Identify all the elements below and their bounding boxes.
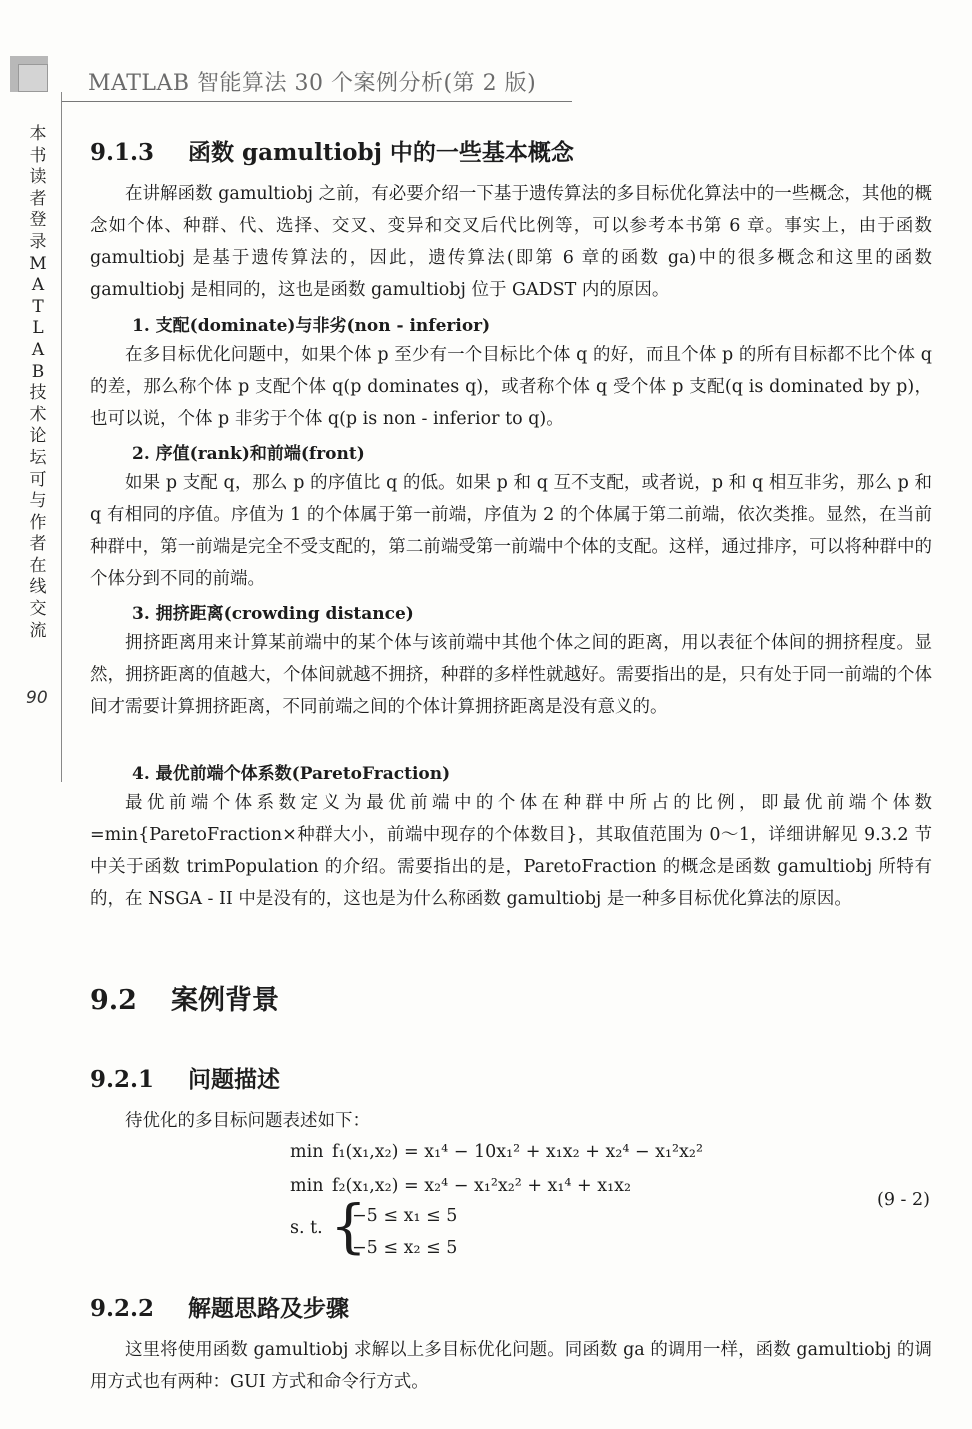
objective-f1: f₁(x₁,x₂) = x₁⁴ − 10x₁² + x₁x₂ + x₂⁴ − x₁²x₂² bbox=[332, 1142, 703, 1162]
equation-number: (9 - 2) bbox=[877, 1190, 930, 1210]
section-title: 函数 gamultiobj 中的一些基本概念 bbox=[188, 139, 574, 166]
section-heading-9-2-1 bbox=[90, 1061, 280, 1094]
constraint-x2: −5 ≤ x₂ ≤ 5 bbox=[352, 1238, 458, 1258]
subheading-crowding: 3. 拥挤距离(crowding distance) bbox=[132, 604, 414, 624]
header-rule bbox=[62, 101, 572, 102]
paragraph-solution-steps: 这里将使用函数 gamultiobj 求解以上多目标优化问题。同函数 ga 的调用一样，函数 gamultiobj 的调用方式也有两种：GUI 方式和命令行方式。 bbox=[90, 1340, 932, 1392]
subheading-dominate: 1. 支配(dominate)与非劣(non - inferior) bbox=[132, 316, 491, 336]
page-number: 90 bbox=[26, 688, 48, 708]
equation-row-f1 bbox=[290, 1142, 703, 1162]
equation-9-2 bbox=[290, 1142, 930, 1272]
min-label: min bbox=[290, 1142, 324, 1162]
paragraph-rank: 如果 p 支配 q，那么 p 的序值比 q 的低。如果 p 和 q 互不支配，或者说，p 和 q 相互非劣，那么 p 和 q 有相同的序值。序值为 1 的个体属于第一前端，序值为 2 的个体属于第二前端，依次类推。显然，在当前种群中，第一前端是完全不受支配的，第二前端受第一前端中个体的支配。这样，通过排序，可以将种群中的个体分到不同的前端。 bbox=[90, 473, 932, 589]
paragraph-intro: 在讲解函数 gamultiobj 之前，有必要介绍一下基于遗传算法的多目标优化算法中的一些概念，其他的概念如个体、种群、代、选择、交叉、变异和交叉后代比例等，可以参考本书第 6 章。事实上，由于函数 gamultiobj 是基于遗传算法的，因此，遗传算法(即第 6 章的函数 ga)中的很多概念和这里的函数 gamultiobj 是相同的，这也是函数 gamultiobj 位于 GADST 内的原因。 bbox=[90, 184, 932, 300]
subheading-pareto-fraction: 4. 最优前端个体系数(ParetoFraction) bbox=[132, 764, 451, 784]
section-number: 9.2 bbox=[90, 985, 137, 1016]
paragraph-problem-intro: 待优化的多目标问题表述如下： bbox=[125, 1111, 370, 1131]
header-corner-ornament-inner bbox=[18, 64, 48, 92]
section-number: 9.2.1 bbox=[90, 1066, 155, 1093]
constraint-brace: { bbox=[330, 1192, 367, 1260]
margin-rule bbox=[61, 92, 62, 782]
paragraph-dominate: 在多目标优化问题中，如果个体 p 至少有一个目标比个体 q 的好，而且个体 p 的所有目标都不比个体 q 的差，那么称个体 p 支配个体 q(p dominates q)，或者称个体 q 受个体 p 支配(q is dominated by p)，也可以说，个体 p 非劣于个体 q(p is non - inferior to q)。 bbox=[90, 345, 932, 429]
section-heading-9-1-3 bbox=[90, 134, 574, 167]
subject-to-label: s. t. bbox=[290, 1218, 323, 1238]
subheading-rank: 2. 序值(rank)和前端(front) bbox=[132, 444, 365, 464]
paragraph-crowding: 拥挤距离用来计算某前端中的某个体与该前端中其他个体之间的距离，用以表征个体间的拥挤程度。显然，拥挤距离的值越大，个体间就越不拥挤，种群的多样性就越好。需要指出的是，只有处于同一前端的个体间才需要计算拥挤距离，不同前端之间的个体计算拥挤距离是没有意义的。 bbox=[90, 633, 932, 717]
section-title: 问题描述 bbox=[188, 1066, 281, 1093]
paragraph-pareto-fraction: 最优前端个体系数定义为最优前端中的个体在种群中所占的比例，即最优前端个体数=min{ParetoFraction×种群大小，前端中现存的个体数目}，其取值范围为 0～1，详细讲解见 9.3.2 节中关于函数 trimPopulation 的介绍。需要指出的是，ParetoFraction 的概念是函数 gamultiobj 所特有的，在 NSGA - II 中是没有的，这也是为什么称函数 gamultiobj 是一种多目标优化算法的原因。 bbox=[90, 793, 932, 909]
section-heading-9-2 bbox=[90, 978, 279, 1017]
section-number: 9.1.3 bbox=[90, 139, 155, 166]
section-heading-9-2-2 bbox=[90, 1290, 349, 1323]
sidebar-forum-note: 本书读者登录MATLAB技术论坛可与作者在线交流 bbox=[29, 124, 47, 641]
min-label: min bbox=[290, 1176, 324, 1196]
running-title: MATLAB 智能算法 30 个案例分析(第 2 版) bbox=[88, 71, 537, 96]
section-title: 解题思路及步骤 bbox=[188, 1295, 350, 1322]
constraint-x1: −5 ≤ x₁ ≤ 5 bbox=[352, 1206, 458, 1226]
objective-f2: f₂(x₁,x₂) = x₂⁴ − x₁²x₂² + x₁⁴ + x₁x₂ bbox=[332, 1176, 632, 1196]
section-title: 案例背景 bbox=[170, 985, 279, 1016]
section-number: 9.2.2 bbox=[90, 1295, 155, 1322]
